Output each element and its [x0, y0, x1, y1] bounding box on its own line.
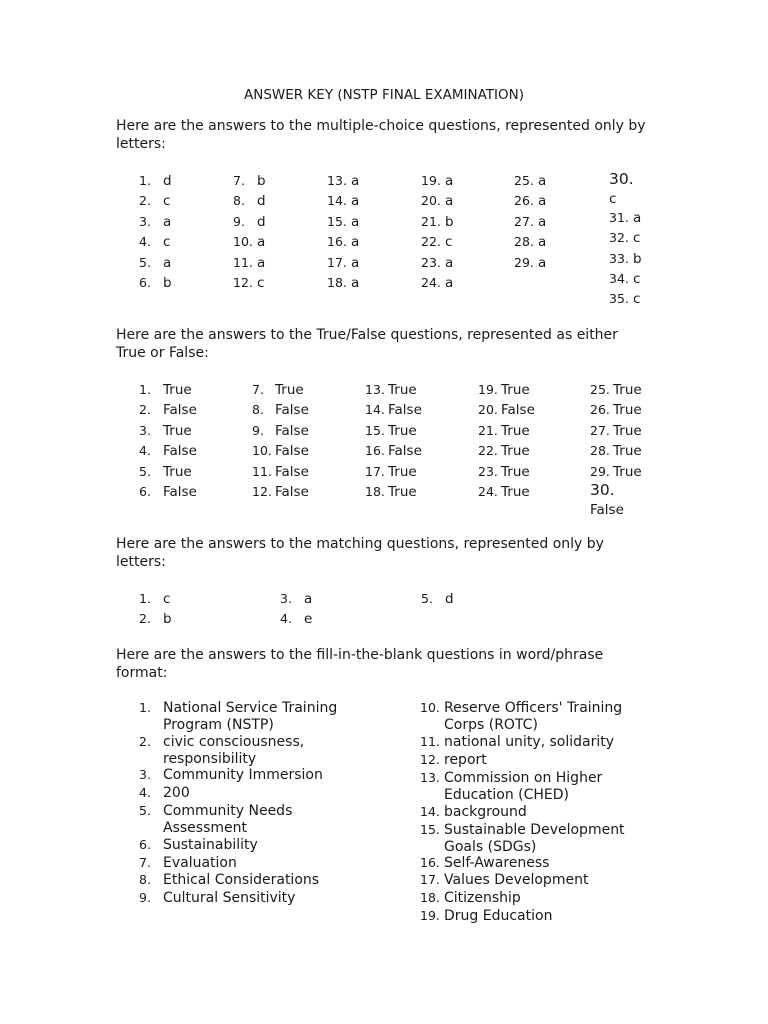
mc-item: [139, 233, 170, 251]
item-number: 25.: [514, 173, 534, 188]
tf-item: [478, 483, 530, 501]
mc-item: [421, 274, 453, 292]
item-answer: c: [163, 591, 171, 607]
item-number: 2.: [139, 402, 151, 417]
item-answer: a: [538, 173, 547, 189]
item-number: 3.: [139, 214, 151, 229]
tf-item: [252, 422, 309, 440]
item-answer: a: [257, 234, 266, 250]
item-answer: True: [388, 423, 417, 439]
item-answer: Drug Education: [444, 908, 553, 924]
item-number: 18.: [365, 484, 385, 499]
tf-item: [252, 463, 309, 481]
item-answer: a: [445, 173, 454, 189]
item-answer: national unity, solidarity: [444, 734, 615, 750]
item-answer: a: [351, 275, 360, 291]
mc-item: 30. c: [609, 170, 634, 207]
tf-item: [478, 381, 530, 399]
item-answer: Evaluation: [163, 855, 237, 871]
tf-item: [590, 442, 642, 460]
item-answer: a: [351, 173, 360, 189]
item-number: 16.: [365, 443, 385, 458]
item-number: 20.: [478, 402, 498, 417]
item-answer: False: [275, 402, 309, 418]
item-answer: Values Development: [444, 872, 589, 888]
item-answer: Sustainable Development Goals (SDGs): [444, 822, 625, 855]
item-number: 14.: [327, 193, 347, 208]
tf-item: [252, 401, 309, 419]
item-number: 29.: [514, 255, 534, 270]
mc-item: [421, 192, 453, 210]
item-number: 33.: [609, 251, 629, 266]
item-number: 2.: [139, 734, 151, 749]
item-number: 6.: [139, 837, 151, 852]
mc-item: [327, 192, 359, 210]
mc-item: [233, 274, 264, 292]
mc-item: [233, 213, 266, 231]
item-answer: Reserve Officers' Training Corps (ROTC): [444, 700, 623, 733]
item-answer: a: [538, 255, 547, 271]
item-answer: Commission on Higher Education (CHED): [444, 770, 603, 803]
mc-item: [327, 254, 359, 272]
tf-item: [365, 401, 422, 419]
match-item: [280, 610, 312, 628]
item-number: 23.: [478, 464, 498, 479]
item-answer: a: [445, 275, 454, 291]
item-number: 4.: [280, 611, 292, 626]
item-number: 9.: [233, 214, 245, 229]
mc-item: [327, 213, 359, 231]
mc-item: [327, 172, 359, 190]
item-answer: c: [257, 275, 265, 291]
item-number: 31.: [609, 210, 629, 225]
match-item: [280, 590, 312, 608]
tf-intro: Here are the answers to the True/False questions, represented as either True or False:: [116, 327, 618, 361]
tf-item: [478, 442, 530, 460]
item-answer: True: [613, 464, 642, 480]
item-answer: Community Needs Assessment: [163, 803, 293, 836]
item-number: 5.: [139, 803, 151, 818]
tf-item: [365, 381, 417, 399]
item-number: 10.: [233, 234, 253, 249]
item-number: 8.: [233, 193, 245, 208]
item-answer: False: [163, 484, 197, 500]
item-number: 15.: [365, 423, 385, 438]
item-answer: True: [613, 402, 642, 418]
item-answer: b: [257, 173, 266, 189]
item-number: 12.: [252, 484, 272, 499]
mc-item: [233, 254, 265, 272]
item-answer: a: [304, 591, 313, 607]
item-number: 19.: [421, 173, 441, 188]
item-answer: True: [501, 423, 530, 439]
item-number: 25.: [590, 382, 610, 397]
item-answer: True: [163, 382, 192, 398]
item-number: 5.: [139, 464, 151, 479]
match-item: [139, 590, 170, 608]
item-answer: True: [501, 443, 530, 459]
mc-item: [514, 254, 546, 272]
item-number: 10.: [420, 700, 440, 715]
tf-item: [590, 422, 642, 440]
item-number: 6.: [139, 275, 151, 290]
item-number: 17.: [420, 872, 440, 887]
item-answer: a: [163, 255, 172, 271]
item-answer: a: [538, 214, 547, 230]
tf-item: [478, 422, 530, 440]
item-number: 23.: [421, 255, 441, 270]
mc-item: [514, 192, 546, 210]
mc-item: [139, 274, 172, 292]
item-answer: civic consciousness, responsibility: [163, 734, 305, 767]
tf-item: [139, 463, 192, 481]
item-answer: False: [163, 443, 197, 459]
item-answer: True: [388, 484, 417, 500]
item-number: 35.: [609, 291, 629, 306]
item-answer: a: [163, 214, 172, 230]
item-number: 8.: [139, 872, 151, 887]
item-answer: c: [633, 230, 641, 246]
tf-item: [590, 381, 642, 399]
item-answer: True: [501, 464, 530, 480]
item-number: 34.: [609, 271, 629, 286]
item-answer: a: [633, 210, 642, 226]
item-number: 14.: [420, 804, 440, 819]
item-answer: False: [275, 484, 309, 500]
item-number: 4.: [139, 785, 151, 800]
mc-intro: Here are the answers to the multiple-choice questions, represented only by letters:: [116, 118, 646, 152]
item-number: 18.: [327, 275, 347, 290]
mc-item: [139, 213, 171, 231]
item-answer: b: [163, 611, 172, 627]
item-answer: Cultural Sensitivity: [163, 890, 296, 906]
item-number: 10.: [252, 443, 272, 458]
tf-item: [252, 483, 309, 501]
item-answer: False: [590, 502, 624, 518]
item-number: 3.: [139, 423, 151, 438]
mc-item: [609, 290, 640, 308]
item-number: 16.: [420, 855, 440, 870]
item-answer: Ethical Considerations: [163, 872, 320, 888]
tf-item: [252, 381, 304, 399]
item-number: 12.: [233, 275, 253, 290]
item-number: 13.: [327, 173, 347, 188]
item-number: 12.: [420, 752, 440, 767]
item-number: 19.: [478, 382, 498, 397]
mc-item: [421, 213, 454, 231]
item-number: 4.: [139, 234, 151, 249]
match-item: [421, 590, 454, 608]
item-number: 4.: [139, 443, 151, 458]
item-answer: True: [275, 382, 304, 398]
item-number: 24.: [478, 484, 498, 499]
tf-item: [139, 381, 192, 399]
item-number: 11.: [420, 734, 440, 749]
item-answer: c: [609, 191, 617, 207]
item-answer: False: [275, 464, 309, 480]
mc-item: [514, 213, 546, 231]
item-number: 2.: [139, 611, 151, 626]
mc-item: [609, 250, 642, 268]
tf-item: [590, 463, 642, 481]
item-number: 8.: [252, 402, 264, 417]
item-number: 7.: [139, 855, 151, 870]
item-answer: d: [163, 173, 172, 189]
item-number: 26.: [590, 402, 610, 417]
item-answer: True: [501, 484, 530, 500]
mc-item: [421, 254, 453, 272]
item-number: 3.: [280, 591, 292, 606]
item-number: 11.: [252, 464, 272, 479]
tf-item: 30. False: [590, 481, 624, 518]
item-answer: e: [304, 611, 313, 627]
item-answer: report: [444, 752, 487, 768]
item-answer: True: [613, 382, 642, 398]
item-answer: False: [388, 402, 422, 418]
item-answer: False: [163, 402, 197, 418]
item-answer: True: [613, 423, 642, 439]
item-number: 28.: [514, 234, 534, 249]
mc-item: [233, 172, 266, 190]
item-number: 3.: [139, 767, 151, 782]
item-number: 6.: [139, 484, 151, 499]
item-answer: c: [633, 291, 641, 307]
item-number: 7.: [233, 173, 245, 188]
item-answer: False: [275, 423, 309, 439]
tf-item: [139, 442, 197, 460]
item-answer: a: [351, 255, 360, 271]
mc-item: [421, 233, 452, 251]
item-number: 27.: [514, 214, 534, 229]
item-answer: National Service Training Program (NSTP): [163, 700, 338, 733]
item-number: 2.: [139, 193, 151, 208]
item-answer: True: [163, 423, 192, 439]
item-number: 13.: [365, 382, 385, 397]
item-number: 9.: [252, 423, 264, 438]
mc-item: [327, 274, 359, 292]
item-number: 29.: [590, 464, 610, 479]
item-number: 28.: [590, 443, 610, 458]
item-number: 1.: [139, 382, 151, 397]
item-number: 13.: [420, 770, 440, 785]
tf-item: [365, 483, 417, 501]
item-number: 14.: [365, 402, 385, 417]
item-number: 17.: [365, 464, 385, 479]
item-answer: Self-Awareness: [444, 855, 550, 871]
tf-item: [365, 463, 417, 481]
item-number: 19.: [420, 908, 440, 923]
mc-item: [609, 209, 641, 227]
item-number: 32.: [609, 230, 629, 245]
tf-item: [139, 422, 192, 440]
mc-item: [421, 172, 453, 190]
item-number: 17.: [327, 255, 347, 270]
item-answer: a: [538, 234, 547, 250]
item-number: 1.: [139, 591, 151, 606]
item-answer: 200: [163, 785, 190, 801]
item-answer: a: [445, 193, 454, 209]
item-number: 20.: [421, 193, 441, 208]
item-number: 21.: [421, 214, 441, 229]
tf-item: [139, 483, 197, 501]
item-answer: a: [351, 214, 360, 230]
item-answer: False: [388, 443, 422, 459]
mc-item: [233, 192, 266, 210]
item-number: 22.: [421, 234, 441, 249]
tf-item: [590, 401, 642, 419]
item-number: 5.: [139, 255, 151, 270]
item-answer: a: [351, 193, 360, 209]
item-answer: a: [538, 193, 547, 209]
tf-item: [478, 401, 535, 419]
tf-item: [365, 442, 422, 460]
item-number: 11.: [233, 255, 253, 270]
tf-item: [365, 422, 417, 440]
item-answer: b: [633, 251, 642, 267]
mc-item: [609, 270, 640, 288]
mc-item: [233, 233, 265, 251]
item-answer: c: [633, 271, 641, 287]
item-answer: Citizenship: [444, 890, 521, 906]
item-number: 9.: [139, 890, 151, 905]
item-number: 1.: [139, 700, 151, 715]
item-number: 15.: [420, 822, 440, 837]
item-answer: True: [388, 464, 417, 480]
item-number: 27.: [590, 423, 610, 438]
item-answer: True: [388, 382, 417, 398]
item-answer: a: [351, 234, 360, 250]
mc-item: [139, 192, 170, 210]
item-answer: Community Immersion: [163, 767, 323, 783]
item-answer: a: [445, 255, 454, 271]
item-answer: c: [163, 234, 171, 250]
item-answer: c: [163, 193, 171, 209]
item-number: 16.: [327, 234, 347, 249]
mc-item: [139, 172, 172, 190]
match-intro: Here are the answers to the matching questions, represented only by letters:: [116, 536, 604, 570]
item-answer: b: [445, 214, 454, 230]
item-number: 18.: [420, 890, 440, 905]
item-number: 1.: [139, 173, 151, 188]
item-answer: Sustainability: [163, 837, 258, 853]
item-answer: d: [257, 193, 266, 209]
mc-item: [514, 172, 546, 190]
mc-item: [609, 229, 640, 247]
item-answer: d: [445, 591, 454, 607]
item-number: 21.: [478, 423, 498, 438]
match-item: [139, 610, 172, 628]
item-answer: True: [163, 464, 192, 480]
mc-item: [139, 254, 171, 272]
mc-item: [327, 233, 359, 251]
item-number: 26.: [514, 193, 534, 208]
item-answer: c: [445, 234, 453, 250]
item-answer: b: [163, 275, 172, 291]
item-number: 5.: [421, 591, 433, 606]
fill-intro: Here are the answers to the fill-in-the-blank questions in word/phrase format:: [116, 647, 604, 681]
item-answer: False: [275, 443, 309, 459]
tf-item: [478, 463, 530, 481]
item-number: 24.: [421, 275, 441, 290]
tf-item: [139, 401, 197, 419]
tf-item: [252, 442, 309, 460]
page-title: ANSWER KEY (NSTP FINAL EXAMINATION): [243, 87, 525, 103]
item-answer: False: [501, 402, 535, 418]
item-answer: True: [613, 443, 642, 459]
item-answer: background: [444, 804, 527, 820]
item-answer: a: [257, 255, 266, 271]
item-number: 15.: [327, 214, 347, 229]
mc-item: [514, 233, 546, 251]
item-number: 7.: [252, 382, 264, 397]
item-answer: True: [501, 382, 530, 398]
item-answer: d: [257, 214, 266, 230]
item-number: 22.: [478, 443, 498, 458]
